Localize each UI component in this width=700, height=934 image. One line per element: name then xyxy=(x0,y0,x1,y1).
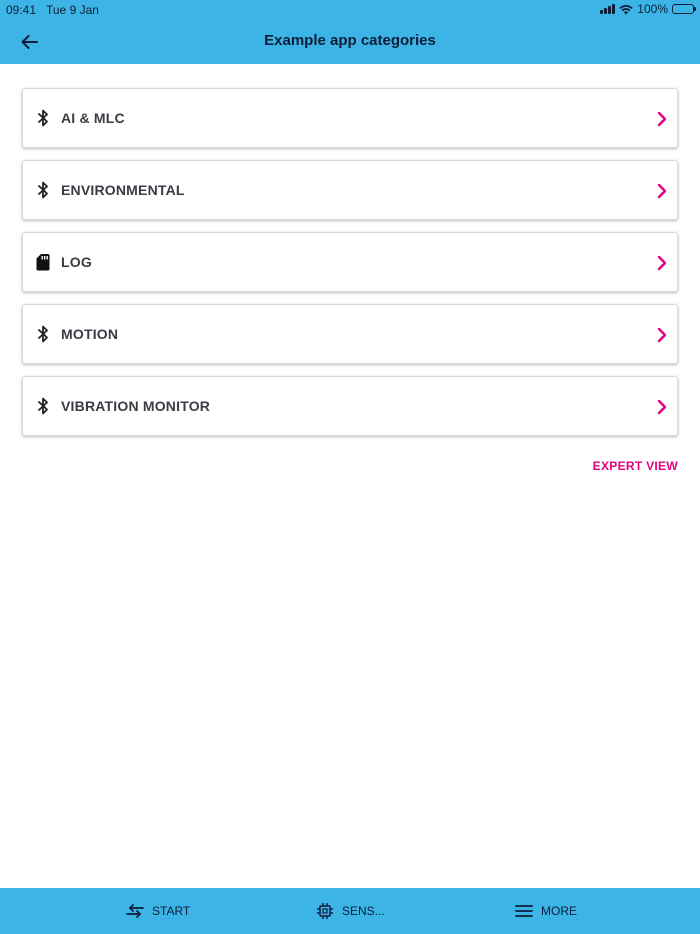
expert-view-button[interactable]: EXPERT VIEW xyxy=(592,459,678,473)
tab-start[interactable] xyxy=(126,888,190,934)
bluetooth-icon xyxy=(35,108,51,128)
tab-label: SENS... xyxy=(342,904,385,918)
status-time: 09:41 xyxy=(6,3,37,17)
category-label: VIBRATION MONITOR xyxy=(61,398,211,414)
category-list xyxy=(22,88,678,448)
chevron-right-icon xyxy=(655,325,669,345)
signal-icon xyxy=(600,4,615,14)
bluetooth-icon xyxy=(35,180,51,200)
swap-arrows-icon xyxy=(126,904,144,918)
chevron-right-icon xyxy=(655,253,669,273)
bluetooth-icon xyxy=(35,324,51,344)
bottom-navigation xyxy=(0,888,700,934)
category-label: LOG xyxy=(61,254,92,270)
status-indicators xyxy=(600,2,694,16)
tab-sensors[interactable] xyxy=(316,888,385,934)
category-log[interactable] xyxy=(22,232,678,292)
battery-icon xyxy=(672,4,694,14)
category-environmental[interactable] xyxy=(22,160,678,220)
chip-icon xyxy=(316,902,334,920)
category-label: AI & MLC xyxy=(61,110,125,126)
tab-label: MORE xyxy=(541,904,577,918)
status-date: Tue 9 Jan xyxy=(46,3,99,17)
category-motion[interactable] xyxy=(22,304,678,364)
tab-label: START xyxy=(152,904,191,918)
chevron-right-icon xyxy=(655,181,669,201)
battery-percentage: 100% xyxy=(637,2,668,16)
category-label: MOTION xyxy=(61,326,119,342)
page-title: Example app categories xyxy=(264,32,436,49)
navigation-bar xyxy=(0,20,700,64)
bluetooth-icon xyxy=(35,396,51,416)
wifi-icon xyxy=(619,4,633,15)
category-vibration-monitor[interactable] xyxy=(22,376,678,436)
category-label: ENVIRONMENTAL xyxy=(61,182,185,198)
sd-card-icon xyxy=(35,252,51,272)
menu-icon xyxy=(515,904,533,918)
category-ai-mlc[interactable] xyxy=(22,88,678,148)
tab-more[interactable] xyxy=(515,888,577,934)
chevron-right-icon xyxy=(655,397,669,417)
top-bar xyxy=(0,0,700,64)
chevron-right-icon xyxy=(655,109,669,129)
status-bar xyxy=(0,0,700,20)
